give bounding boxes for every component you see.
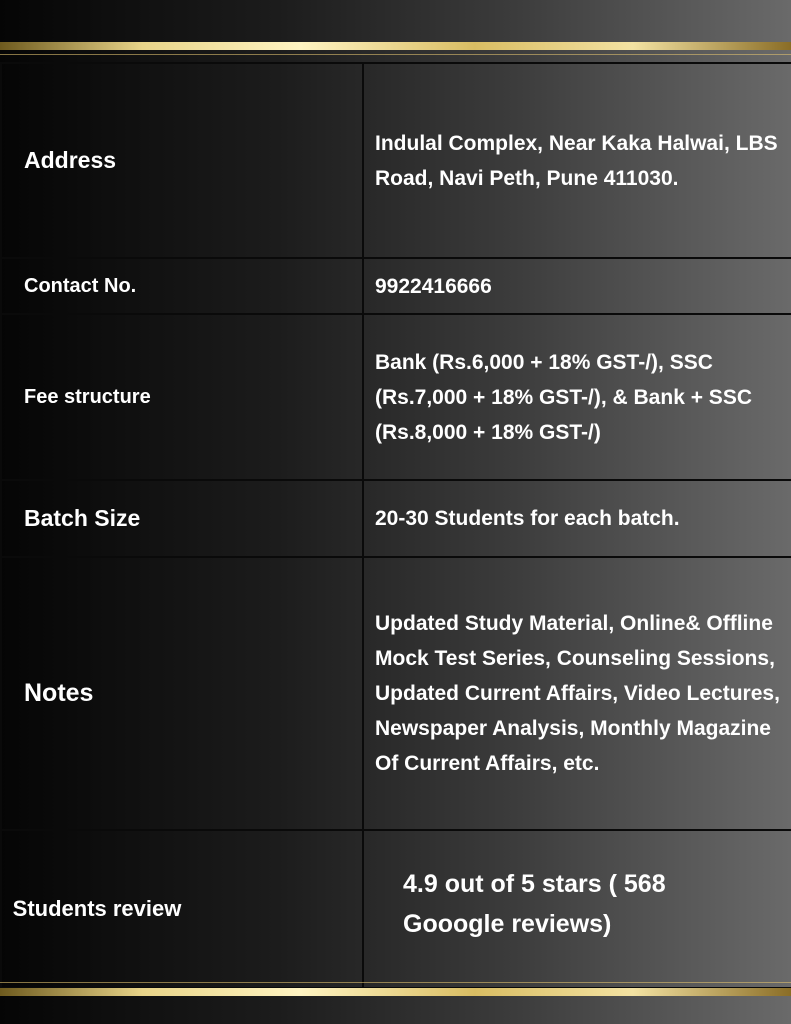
fee-value: Bank (Rs.6,000 + 18% GST-/), SSC (Rs.7,000 + 18% GST-/), & Bank + SSC (Rs.8,000 + 18% GST-/) (363, 314, 791, 480)
address-value: Indulal Complex, Near Kaka Halwai, LBS Road, Navi Peth, Pune 411030. (363, 63, 791, 258)
review-label-cell (1, 830, 363, 988)
review-value-cell (363, 830, 791, 988)
review-value: 4.9 out of 5 stars ( 568 Gooogle reviews) (403, 870, 666, 938)
top-gold-divider (0, 42, 791, 50)
institute-info-table (0, 62, 791, 989)
table-row-contact (1, 258, 791, 314)
table-row-batch (1, 480, 791, 557)
fee-label: Fee structure (1, 314, 363, 480)
bottom-gold-divider (0, 988, 791, 996)
table-row-notes (1, 557, 791, 830)
table-row-review (1, 830, 791, 988)
review-label: Students review (12, 896, 182, 921)
address-label: Address (1, 63, 363, 258)
batch-label: Batch Size (1, 480, 363, 557)
notes-value: Updated Study Material, Online& Offline Mock Test Series, Counseling Sessions, Updated Current Affairs, Video Lectures, Newspaper Analysis, Monthly Magazine Of Current Affairs, etc. (363, 557, 791, 830)
table-row-fee (1, 314, 791, 480)
batch-value: 20-30 Students for each batch. (363, 480, 791, 557)
table-row-address (1, 63, 791, 258)
notes-label: Notes (1, 557, 363, 830)
contact-label: Contact No. (1, 258, 363, 314)
contact-value: 9922416666 (363, 258, 791, 314)
